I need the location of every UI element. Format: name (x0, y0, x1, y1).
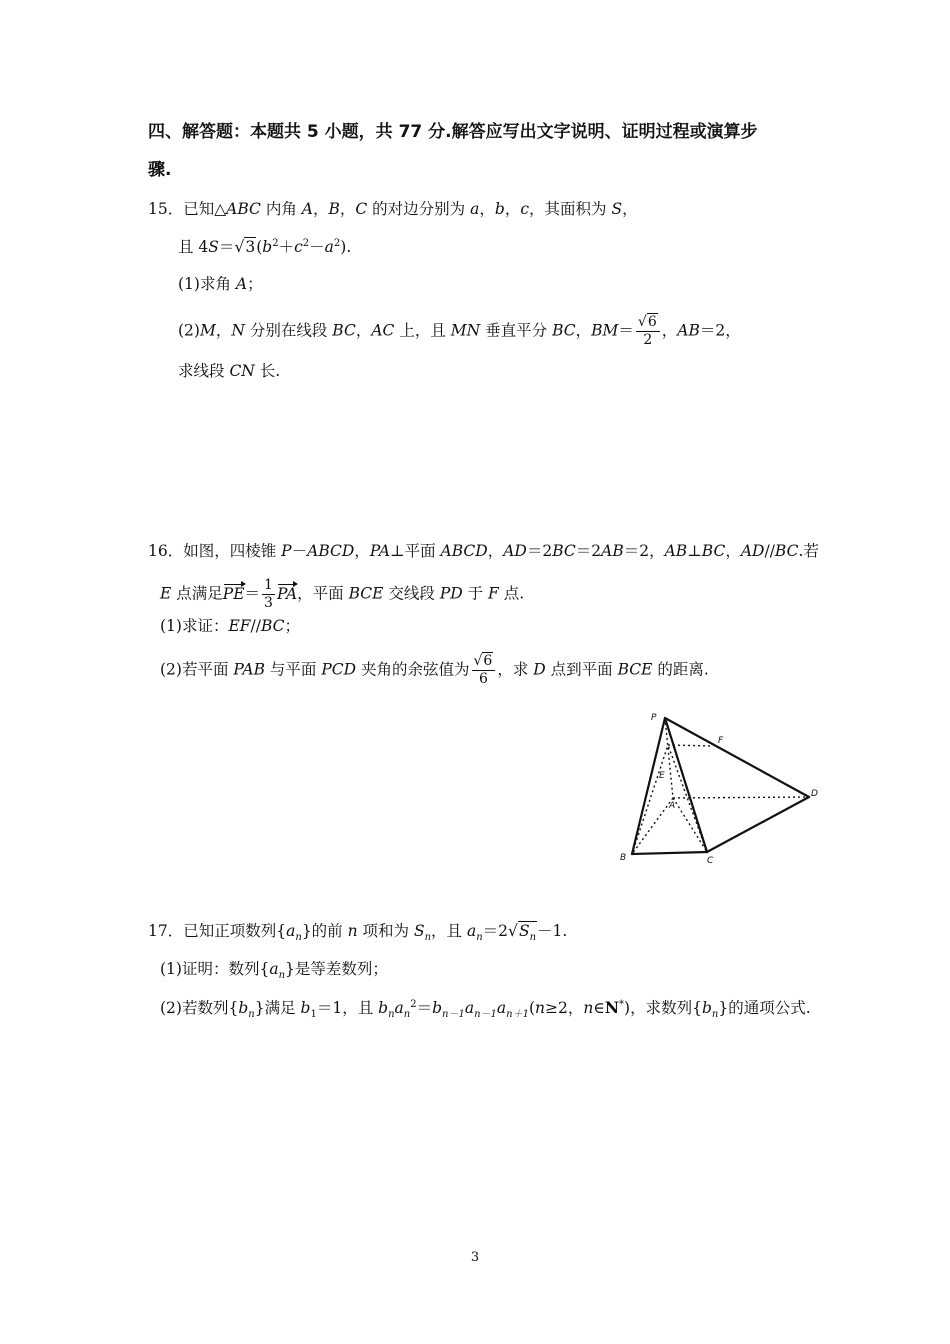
edge-PB (632, 718, 665, 854)
q16-part1: (1)求证：EF//BC； (160, 617, 301, 635)
label-P: P (651, 713, 657, 723)
q15-part2: (2)M，N 分别在线段 BC，AC 上，且 MN 垂直平分 BC，BM＝ $\frac{√6}{2}$ ，AB＝2， (178, 314, 741, 348)
edge-CD (707, 797, 809, 852)
vector-PA: PA (276, 584, 298, 603)
q17-part2: (2)若数列$\{b_n\}$满足 $b_1=1$，且 $b_na_n^2=b_{n-1}a_{n-1}a_{n+1}(n\ge 2$，n∈N*)，求数列$\{b_n\}$的通项公式. (160, 998, 811, 1021)
label-D: D (811, 789, 818, 799)
page-number: 3 (470, 1250, 480, 1265)
label-A: A (669, 801, 676, 811)
edge-AC (673, 798, 707, 852)
pyramid-diagram (610, 708, 835, 873)
q15-part2-line2: 求线段 CN 长. (178, 362, 281, 380)
q16-stem: 16．如图，四棱锥 P－ABCD，PA⊥平面 ABCD，AD＝2BC＝2AB＝2，AB⊥BC，AD//BC.若 (148, 542, 819, 560)
q15-condition: 且 $4S=√3(b^2+c^2-a^2)$. (178, 237, 352, 256)
edge-BE (632, 745, 668, 854)
section-title-line1: 四、解答题：本题共 5 小题，共 77 分.解答应写出文字说明、证明过程或演算步 (148, 122, 758, 142)
label-E: E (659, 771, 665, 781)
pyramid-figure (610, 708, 835, 873)
label-B: B (620, 853, 627, 863)
fraction-sqrt6-over-2: $\frac{√6}{2}$ (636, 314, 660, 349)
edge-EF (668, 745, 713, 746)
fraction-one-third: $\frac{1}{3}$ (264, 577, 273, 611)
label-F: F (718, 736, 724, 746)
edge-AD (673, 797, 809, 798)
section-title-line2: 骤. (148, 160, 172, 180)
q16-part2: (2)若平面 PAB 与平面 PCD 夹角的余弦值为 $\frac{√6}{6}$ ，求 D 点到平面 BCE 的距离. (160, 653, 709, 687)
q16-stem-line2: E 点满足PE＝ $\frac{1}{3}$ PA，平面 BCE 交线段 PD 于 F 点. (160, 577, 525, 611)
q17-part1: (1)证明：数列$\{a_n\}$是等差数列； (160, 960, 388, 982)
q15-stem: 15．已知△ABC 内角 A，B，C 的对边分别为 a，b，c，其面积为 S， (148, 200, 638, 218)
fraction-sqrt6-over-6: $\frac{√6}{6}$ (472, 653, 496, 688)
label-C: C (707, 856, 714, 866)
q15-part1: (1)求角 A； (178, 275, 263, 293)
q17-stem: 17．已知正项数列$\{a_n\}$的前 n 项和为 $S_n$，且 $a_n=2√S_n-1$. (148, 922, 568, 944)
vector-PE: PE (222, 584, 245, 603)
edge-BC (632, 852, 707, 854)
